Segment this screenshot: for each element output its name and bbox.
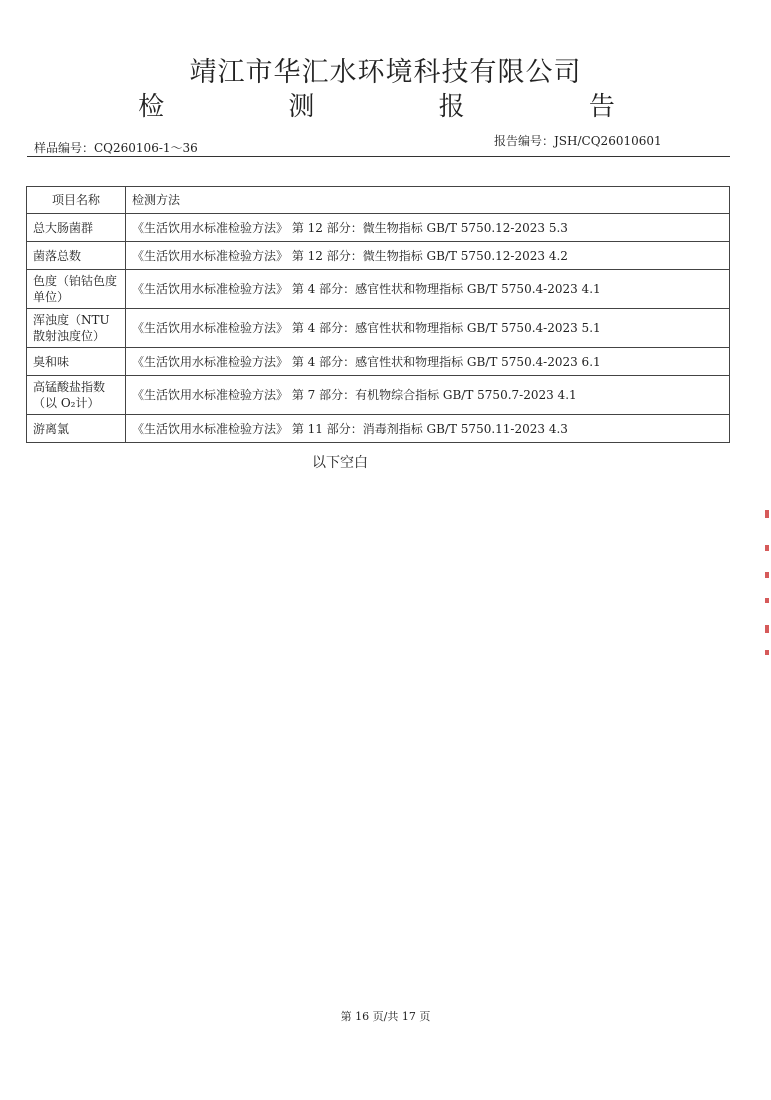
table-row: [27, 376, 730, 415]
methods-table: [26, 186, 730, 443]
seal-edge-mark: [765, 545, 769, 551]
method-text: 《生活饮用水标准检验方法》 第 7 部分：有机物综合指标 GB/T 5750.7-2023 4.1: [126, 376, 730, 415]
company-name: 靖江市华汇水环境科技有限公司: [189, 57, 582, 88]
method-text: 《生活饮用水标准检验方法》 第 11 部分：消毒剂指标 GB/T 5750.11-2023 4.3: [126, 415, 730, 443]
table-header-row: [27, 187, 730, 214]
blank-below-note: 以下空白: [312, 455, 368, 471]
seal-edge-mark: [765, 650, 769, 655]
seal-edge-mark: [765, 572, 769, 578]
column-header-item: 项目名称: [27, 187, 126, 214]
method-text: 《生活饮用水标准检验方法》 第 4 部分：感官性状和物理指标 GB/T 5750.4-2023 6.1: [126, 348, 730, 376]
item-name: 色度（铂钴色度单位）: [27, 270, 126, 309]
method-text: 《生活饮用水标准检验方法》 第 4 部分：感官性状和物理指标 GB/T 5750.4-2023 4.1: [126, 270, 730, 309]
item-name: 游离氯: [27, 415, 126, 443]
table-row: [27, 309, 730, 348]
table-row: [27, 214, 730, 242]
report-title: 检 测 报 告: [138, 92, 673, 122]
table-row: [27, 415, 730, 443]
seal-edge-mark: [765, 510, 769, 518]
item-name: 菌落总数: [27, 242, 126, 270]
item-name: 臭和味: [27, 348, 126, 376]
method-text: 《生活饮用水标准检验方法》 第 12 部分：微生物指标 GB/T 5750.12-2023 5.3: [126, 214, 730, 242]
header-divider: [27, 156, 730, 157]
table-row: [27, 348, 730, 376]
item-name: 浑浊度（NTU散射浊度位）: [27, 309, 126, 348]
method-text: 《生活饮用水标准检验方法》 第 12 部分：微生物指标 GB/T 5750.12-2023 4.2: [126, 242, 730, 270]
column-header-method: 检测方法: [126, 187, 730, 214]
method-text: 《生活饮用水标准检验方法》 第 4 部分：感官性状和物理指标 GB/T 5750.4-2023 5.1: [126, 309, 730, 348]
table-row: [27, 270, 730, 309]
table-row: [27, 242, 730, 270]
seal-edge-mark: [765, 625, 769, 633]
seal-edge-mark: [765, 598, 769, 603]
item-name: 总大肠菌群: [27, 214, 126, 242]
item-name: 高锰酸盐指数（以 O₂计）: [27, 376, 126, 415]
page-number: 第 16 页/共 17 页: [340, 1010, 431, 1023]
sample-number: 样品编号：CQ260106-1～36: [34, 141, 198, 155]
report-number: 报告编号：JSH/CQ26010601: [494, 134, 662, 148]
